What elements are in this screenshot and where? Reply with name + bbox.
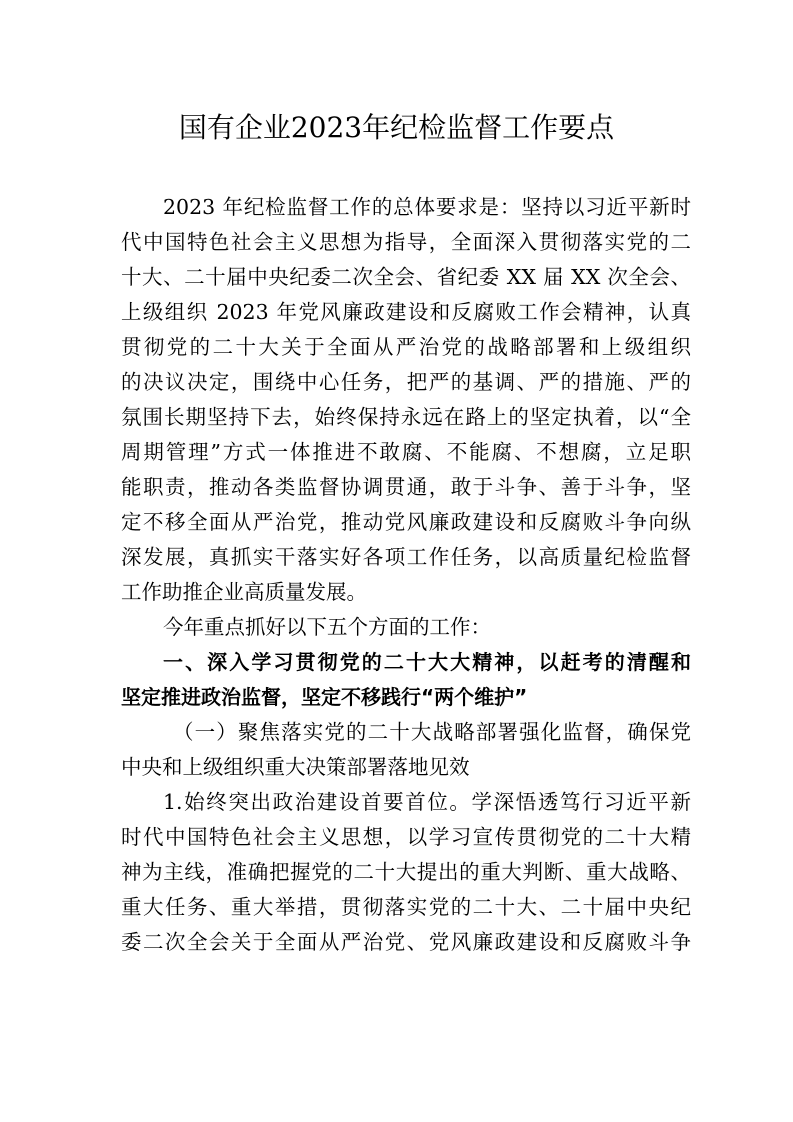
text-line: 时代中国特色社会主义思想，以学习宣传贯彻党的二十大精 <box>121 825 691 849</box>
text-line: 氛围长期坚持下去，始终保持永远在路上的坚定执着，以“全 <box>121 405 691 429</box>
text-line: 工作助推企业高质量发展。 <box>121 580 367 604</box>
text-line: 1.始终突出政治建设首要首位。学深悟透笃行习近平新 <box>163 790 691 814</box>
text-line: 能职责，推动各类监督协调贯通，敢于斗争、善于斗争，坚 <box>121 475 691 499</box>
subsection-heading <box>121 715 691 785</box>
paragraph <box>121 785 691 960</box>
text-line: 代中国特色社会主义思想为指导，全面深入贯彻落实党的二 <box>121 230 691 254</box>
text-line: 委二次全会关于全面从严治党、党风廉政建设和反腐败斗争 <box>121 930 691 954</box>
document-title: 国有企业2023年纪检监督工作要点 <box>178 111 615 144</box>
paragraph <box>121 610 691 645</box>
text-line: 上级组织 2023 年党风廉政建设和反腐败工作会精神，认真 <box>121 300 691 324</box>
text-line: 深发展，真抓实干落实好各项工作任务，以高质量纪检监督 <box>121 545 691 569</box>
text-line: 贯彻党的二十大关于全面从严治党的战略部署和上级组织 <box>121 335 691 359</box>
text-line: 坚定推进政治监督，坚定不移践行“两个维护” <box>121 685 528 709</box>
document-body <box>121 190 691 960</box>
text-line: 中央和上级组织重大决策部署落地见效 <box>121 755 470 779</box>
text-line: 神为主线，准确把握党的二十大提出的重大判断、重大战略、 <box>121 860 691 884</box>
text-line: （一）聚焦落实党的二十大战略部署强化监督，确保党 <box>173 720 691 744</box>
text-line: 十大、二十届中央纪委二次全会、省纪委 XX 届 XX 次全会、 <box>121 265 691 289</box>
text-line: 周期管理”方式一体推进不敢腐、不能腐、不想腐，立足职 <box>121 440 691 464</box>
text-line: 今年重点抓好以下五个方面的工作： <box>163 615 491 639</box>
paragraph <box>121 190 691 610</box>
text-line: 的决议决定，围绕中心任务，把严的基调、严的措施、严的 <box>121 370 691 394</box>
text-line: 2023 年纪检监督工作的总体要求是：坚持以习近平新时 <box>163 195 691 219</box>
section-heading <box>121 645 691 715</box>
text-line: 重大任务、重大举措，贯彻落实党的二十大、二十届中央纪 <box>121 895 691 919</box>
text-line: 定不移全面从严治党，推动党风廉政建设和反腐败斗争向纵 <box>121 510 691 534</box>
text-line: 一、深入学习贯彻党的二十大大精神，以赶考的清醒和 <box>163 650 691 674</box>
